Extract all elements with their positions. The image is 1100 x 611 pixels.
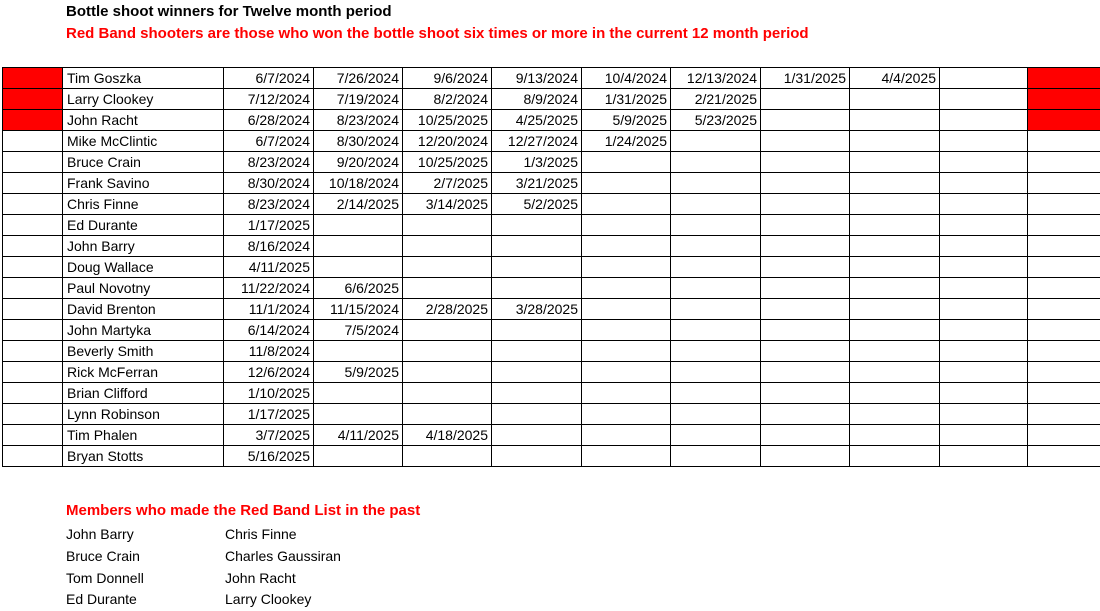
table-row bbox=[3, 446, 1100, 467]
win-date bbox=[940, 404, 1028, 425]
red-band-marker bbox=[1028, 278, 1100, 299]
past-member-name: Larry Clookey bbox=[225, 589, 311, 611]
table-row bbox=[3, 362, 1100, 383]
sheet-title: Bottle shoot winners for Twelve month period bbox=[66, 3, 392, 21]
win-date bbox=[671, 173, 761, 194]
red-band-marker bbox=[3, 320, 63, 341]
win-date: 10/4/2024 bbox=[582, 68, 671, 89]
past-member-name: Bruce Crain bbox=[66, 546, 140, 568]
past-red-band-list bbox=[66, 524, 466, 611]
past-member-name: Charles Gaussiran bbox=[225, 546, 341, 568]
win-date bbox=[761, 341, 850, 362]
win-date: 5/23/2025 bbox=[671, 110, 761, 131]
win-date bbox=[940, 425, 1028, 446]
win-date bbox=[671, 404, 761, 425]
table-row bbox=[3, 257, 1100, 278]
win-date bbox=[314, 215, 403, 236]
win-date bbox=[761, 152, 850, 173]
win-date bbox=[940, 257, 1028, 278]
win-date bbox=[403, 215, 492, 236]
win-date: 3/14/2025 bbox=[403, 194, 492, 215]
win-date bbox=[761, 383, 850, 404]
win-date bbox=[582, 152, 671, 173]
table-row bbox=[3, 152, 1100, 173]
win-date bbox=[671, 320, 761, 341]
win-date: 4/18/2025 bbox=[403, 425, 492, 446]
win-date: 10/25/2025 bbox=[403, 152, 492, 173]
win-date: 2/28/2025 bbox=[403, 299, 492, 320]
win-date: 6/6/2025 bbox=[314, 278, 403, 299]
win-date bbox=[761, 110, 850, 131]
win-date bbox=[582, 341, 671, 362]
win-date bbox=[940, 299, 1028, 320]
win-date bbox=[761, 425, 850, 446]
win-date: 11/8/2024 bbox=[224, 341, 314, 362]
red-band-marker bbox=[1028, 320, 1100, 341]
win-date bbox=[850, 236, 940, 257]
win-date: 8/23/2024 bbox=[224, 152, 314, 173]
win-date bbox=[761, 299, 850, 320]
win-date: 3/7/2025 bbox=[224, 425, 314, 446]
win-date bbox=[940, 362, 1028, 383]
red-band-marker bbox=[3, 299, 63, 320]
shooter-name: Frank Savino bbox=[63, 173, 224, 194]
win-date bbox=[850, 299, 940, 320]
red-band-marker bbox=[3, 362, 63, 383]
shooter-name: Ed Durante bbox=[63, 215, 224, 236]
win-date: 12/6/2024 bbox=[224, 362, 314, 383]
win-date bbox=[582, 404, 671, 425]
win-date: 4/4/2025 bbox=[850, 68, 940, 89]
shooter-name: Tim Goszka bbox=[63, 68, 224, 89]
win-date: 2/14/2025 bbox=[314, 194, 403, 215]
win-date bbox=[671, 383, 761, 404]
win-date bbox=[671, 194, 761, 215]
win-date: 5/2/2025 bbox=[492, 194, 582, 215]
win-date bbox=[403, 341, 492, 362]
table-row bbox=[3, 341, 1100, 362]
win-date: 12/27/2024 bbox=[492, 131, 582, 152]
red-band-marker bbox=[1028, 131, 1100, 152]
win-date bbox=[850, 131, 940, 152]
win-date bbox=[671, 236, 761, 257]
win-date bbox=[850, 89, 940, 110]
red-band-marker bbox=[1028, 257, 1100, 278]
win-date bbox=[850, 362, 940, 383]
win-date bbox=[761, 89, 850, 110]
win-date: 8/30/2024 bbox=[314, 131, 403, 152]
list-item bbox=[66, 589, 466, 611]
table-row bbox=[3, 320, 1100, 341]
win-date bbox=[492, 257, 582, 278]
red-band-marker bbox=[1028, 89, 1100, 110]
win-date bbox=[671, 299, 761, 320]
win-date: 1/10/2025 bbox=[224, 383, 314, 404]
win-date bbox=[582, 215, 671, 236]
red-band-marker bbox=[3, 68, 63, 89]
win-date: 1/17/2025 bbox=[224, 404, 314, 425]
win-date bbox=[492, 278, 582, 299]
win-date: 1/24/2025 bbox=[582, 131, 671, 152]
win-date bbox=[403, 257, 492, 278]
win-date bbox=[761, 404, 850, 425]
win-date bbox=[761, 131, 850, 152]
past-red-band-title: Members who made the Red Band List in the past bbox=[66, 502, 420, 520]
win-date: 6/28/2024 bbox=[224, 110, 314, 131]
list-item bbox=[66, 568, 466, 590]
win-date bbox=[314, 257, 403, 278]
win-date bbox=[582, 425, 671, 446]
shooter-name: Larry Clookey bbox=[63, 89, 224, 110]
win-date bbox=[671, 257, 761, 278]
red-band-marker bbox=[3, 194, 63, 215]
win-date bbox=[761, 446, 850, 467]
shooter-name: Mike McClintic bbox=[63, 131, 224, 152]
win-date: 2/7/2025 bbox=[403, 173, 492, 194]
win-date: 6/14/2024 bbox=[224, 320, 314, 341]
red-band-marker bbox=[1028, 173, 1100, 194]
win-date bbox=[761, 257, 850, 278]
win-date: 10/18/2024 bbox=[314, 173, 403, 194]
red-band-marker bbox=[1028, 299, 1100, 320]
win-date bbox=[850, 383, 940, 404]
win-date: 11/15/2024 bbox=[314, 299, 403, 320]
red-band-marker bbox=[1028, 152, 1100, 173]
win-date bbox=[403, 446, 492, 467]
win-date bbox=[492, 383, 582, 404]
past-member-name: John Barry bbox=[66, 524, 134, 546]
win-date bbox=[582, 173, 671, 194]
shooter-name: John Barry bbox=[63, 236, 224, 257]
win-date bbox=[761, 362, 850, 383]
win-date bbox=[850, 215, 940, 236]
win-date bbox=[671, 446, 761, 467]
red-band-marker bbox=[3, 446, 63, 467]
red-band-marker bbox=[3, 404, 63, 425]
past-member-name: Tom Donnell bbox=[66, 568, 144, 590]
table-row bbox=[3, 89, 1100, 110]
win-date: 9/6/2024 bbox=[403, 68, 492, 89]
shooter-name: Bruce Crain bbox=[63, 152, 224, 173]
shooter-name: John Racht bbox=[63, 110, 224, 131]
red-band-marker bbox=[3, 89, 63, 110]
list-item bbox=[66, 546, 466, 568]
win-date: 7/19/2024 bbox=[314, 89, 403, 110]
table-row bbox=[3, 173, 1100, 194]
win-date bbox=[850, 194, 940, 215]
red-band-marker bbox=[1028, 215, 1100, 236]
win-date bbox=[492, 215, 582, 236]
shooter-name: Beverly Smith bbox=[63, 341, 224, 362]
past-member-name: Ed Durante bbox=[66, 589, 137, 611]
win-date: 7/26/2024 bbox=[314, 68, 403, 89]
shooter-name: Paul Novotny bbox=[63, 278, 224, 299]
win-date bbox=[940, 152, 1028, 173]
win-date bbox=[940, 110, 1028, 131]
win-date bbox=[850, 341, 940, 362]
win-date bbox=[761, 278, 850, 299]
win-date: 12/13/2024 bbox=[671, 68, 761, 89]
win-date bbox=[492, 362, 582, 383]
win-date: 8/23/2024 bbox=[224, 194, 314, 215]
win-date bbox=[582, 236, 671, 257]
red-band-marker bbox=[3, 425, 63, 446]
red-band-marker bbox=[3, 383, 63, 404]
win-date bbox=[850, 278, 940, 299]
win-date: 11/1/2024 bbox=[224, 299, 314, 320]
win-date bbox=[582, 278, 671, 299]
win-date: 2/21/2025 bbox=[671, 89, 761, 110]
shooter-name: David Brenton bbox=[63, 299, 224, 320]
win-date bbox=[671, 152, 761, 173]
red-band-marker bbox=[3, 236, 63, 257]
red-band-marker bbox=[1028, 446, 1100, 467]
win-date: 8/2/2024 bbox=[403, 89, 492, 110]
winners-table-body bbox=[3, 68, 1100, 467]
red-band-marker bbox=[1028, 383, 1100, 404]
shooter-name: Doug Wallace bbox=[63, 257, 224, 278]
red-band-marker bbox=[3, 131, 63, 152]
win-date bbox=[940, 341, 1028, 362]
win-date: 5/9/2025 bbox=[582, 110, 671, 131]
win-date bbox=[671, 341, 761, 362]
win-date bbox=[940, 131, 1028, 152]
win-date bbox=[940, 68, 1028, 89]
table-row bbox=[3, 383, 1100, 404]
win-date: 7/12/2024 bbox=[224, 89, 314, 110]
past-member-name: Chris Finne bbox=[225, 524, 297, 546]
win-date: 6/7/2024 bbox=[224, 68, 314, 89]
red-band-marker bbox=[3, 173, 63, 194]
win-date: 8/23/2024 bbox=[314, 110, 403, 131]
win-date: 1/3/2025 bbox=[492, 152, 582, 173]
win-date bbox=[314, 236, 403, 257]
red-band-marker bbox=[1028, 362, 1100, 383]
win-date bbox=[940, 89, 1028, 110]
past-member-name: John Racht bbox=[225, 568, 296, 590]
shooter-name: Brian Clifford bbox=[63, 383, 224, 404]
win-date bbox=[314, 341, 403, 362]
table-row bbox=[3, 236, 1100, 257]
win-date: 7/5/2024 bbox=[314, 320, 403, 341]
win-date: 5/9/2025 bbox=[314, 362, 403, 383]
win-date bbox=[850, 425, 940, 446]
win-date: 4/11/2025 bbox=[224, 257, 314, 278]
win-date: 3/21/2025 bbox=[492, 173, 582, 194]
table-row bbox=[3, 425, 1100, 446]
win-date bbox=[403, 236, 492, 257]
win-date bbox=[671, 131, 761, 152]
win-date bbox=[940, 173, 1028, 194]
win-date bbox=[671, 362, 761, 383]
win-date bbox=[761, 194, 850, 215]
win-date bbox=[940, 446, 1028, 467]
win-date bbox=[940, 236, 1028, 257]
win-date bbox=[492, 404, 582, 425]
win-date bbox=[492, 446, 582, 467]
win-date bbox=[582, 362, 671, 383]
red-band-marker bbox=[3, 110, 63, 131]
win-date: 3/28/2025 bbox=[492, 299, 582, 320]
shooter-name: Tim Phalen bbox=[63, 425, 224, 446]
win-date: 11/22/2024 bbox=[224, 278, 314, 299]
table-row bbox=[3, 299, 1100, 320]
shooter-name: Chris Finne bbox=[63, 194, 224, 215]
shooter-name: John Martyka bbox=[63, 320, 224, 341]
win-date: 6/7/2024 bbox=[224, 131, 314, 152]
win-date bbox=[582, 194, 671, 215]
win-date bbox=[582, 383, 671, 404]
shooter-name: Bryan Stotts bbox=[63, 446, 224, 467]
win-date bbox=[761, 173, 850, 194]
red-band-description: Red Band shooters are those who won the bottle shoot six times or more in the current 12 month period bbox=[66, 25, 809, 43]
list-item bbox=[66, 524, 466, 546]
win-date: 8/16/2024 bbox=[224, 236, 314, 257]
win-date bbox=[850, 173, 940, 194]
win-date bbox=[582, 257, 671, 278]
win-date bbox=[940, 383, 1028, 404]
red-band-marker bbox=[3, 152, 63, 173]
win-date: 4/25/2025 bbox=[492, 110, 582, 131]
win-date: 5/16/2025 bbox=[224, 446, 314, 467]
table-row bbox=[3, 404, 1100, 425]
red-band-marker bbox=[1028, 110, 1100, 131]
red-band-marker bbox=[1028, 236, 1100, 257]
win-date bbox=[940, 215, 1028, 236]
red-band-marker bbox=[3, 215, 63, 236]
win-date bbox=[671, 425, 761, 446]
win-date bbox=[761, 215, 850, 236]
win-date: 10/25/2025 bbox=[403, 110, 492, 131]
win-date bbox=[314, 404, 403, 425]
shooter-name: Rick McFerran bbox=[63, 362, 224, 383]
red-band-marker bbox=[1028, 425, 1100, 446]
win-date bbox=[492, 320, 582, 341]
win-date bbox=[940, 278, 1028, 299]
win-date bbox=[940, 194, 1028, 215]
red-band-marker bbox=[1028, 341, 1100, 362]
red-band-marker bbox=[3, 341, 63, 362]
table-row bbox=[3, 68, 1100, 89]
table-row bbox=[3, 194, 1100, 215]
red-band-marker bbox=[1028, 194, 1100, 215]
win-date bbox=[850, 152, 940, 173]
red-band-marker bbox=[3, 278, 63, 299]
win-date bbox=[582, 446, 671, 467]
winners-table bbox=[2, 67, 1100, 467]
win-date bbox=[940, 320, 1028, 341]
red-band-marker bbox=[3, 257, 63, 278]
win-date bbox=[492, 425, 582, 446]
win-date bbox=[582, 299, 671, 320]
win-date bbox=[492, 341, 582, 362]
win-date: 9/20/2024 bbox=[314, 152, 403, 173]
win-date bbox=[314, 446, 403, 467]
win-date: 4/11/2025 bbox=[314, 425, 403, 446]
win-date: 8/30/2024 bbox=[224, 173, 314, 194]
win-date bbox=[314, 383, 403, 404]
shooter-name: Lynn Robinson bbox=[63, 404, 224, 425]
win-date bbox=[850, 320, 940, 341]
win-date: 12/20/2024 bbox=[403, 131, 492, 152]
table-row bbox=[3, 110, 1100, 131]
win-date bbox=[850, 110, 940, 131]
win-date bbox=[492, 236, 582, 257]
red-band-marker bbox=[1028, 404, 1100, 425]
win-date: 1/17/2025 bbox=[224, 215, 314, 236]
win-date bbox=[671, 215, 761, 236]
red-band-marker bbox=[1028, 68, 1100, 89]
win-date bbox=[403, 320, 492, 341]
win-date: 8/9/2024 bbox=[492, 89, 582, 110]
win-date bbox=[850, 257, 940, 278]
win-date bbox=[403, 383, 492, 404]
win-date bbox=[850, 446, 940, 467]
win-date bbox=[850, 404, 940, 425]
win-date bbox=[761, 236, 850, 257]
win-date: 9/13/2024 bbox=[492, 68, 582, 89]
win-date bbox=[761, 320, 850, 341]
table-row bbox=[3, 278, 1100, 299]
win-date bbox=[403, 404, 492, 425]
win-date bbox=[403, 278, 492, 299]
win-date bbox=[582, 320, 671, 341]
win-date bbox=[671, 278, 761, 299]
win-date: 1/31/2025 bbox=[582, 89, 671, 110]
win-date: 1/31/2025 bbox=[761, 68, 850, 89]
table-row bbox=[3, 215, 1100, 236]
win-date bbox=[403, 362, 492, 383]
table-row bbox=[3, 131, 1100, 152]
